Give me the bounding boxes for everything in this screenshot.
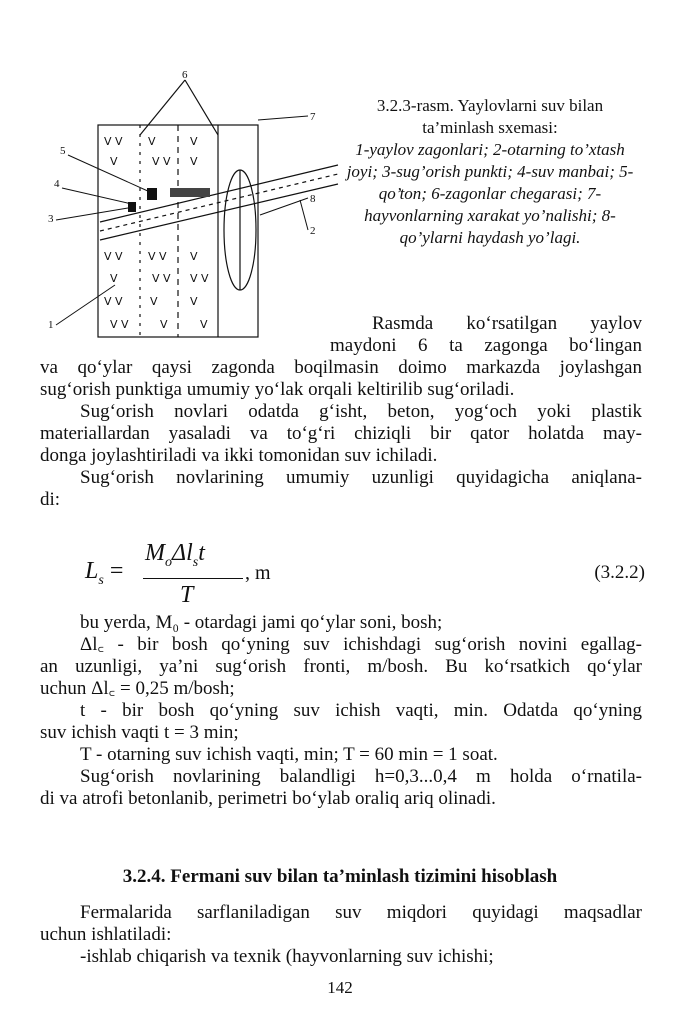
def-T: T - otarning suv ichish vaqti, min; T = 60 min = 1 soat. [80, 744, 498, 765]
caption-body: 1-yaylov zagonlari; 2-otarning to’xtash joyi; 3-sug’orish punkti; 4-suv manbai; 5-qo’ton; 6-zagonlar chegarasi; 7-hayvonlarning xarakat yo’nalishi; 8-qo’ylarni haydash yo’lagi. [346, 140, 634, 247]
svg-text:V: V [190, 135, 198, 148]
label-2: 2 [310, 225, 316, 237]
para2-line2: materiallardan yasaladi va to‘g‘ri chiziqli bir qator holatda may- [40, 423, 642, 444]
height-line2: di va atrofi betonlanib, perimetri bo‘ylab oraliq ariq olinadi. [40, 788, 496, 809]
svg-text:V V: V V [104, 250, 123, 263]
page-number: 142 [327, 978, 353, 997]
formula-numerator: $M_o\Delta l_st$ [145, 540, 205, 570]
label-3: 3 [48, 213, 54, 225]
para3-line2: di: [40, 489, 61, 510]
def-t-line1: t - bir bosh qo‘yning suv ichish vaqti, min. Odatda qo‘yning [80, 700, 642, 721]
height-line1: Sug‘orish novlarining balandligi h=0,3...0,4 m holda o‘rnatila- [80, 766, 642, 787]
svg-text:V V: V V [152, 155, 171, 168]
label-7: 7 [310, 111, 316, 123]
section-line2: uchun ishlatiladi: [40, 924, 172, 945]
label-1: 1 [48, 319, 54, 331]
para1-line3: va qo‘ylar qaysi zagonda boqilmasin doimo markazda joylashgan [40, 357, 642, 378]
figure-labels [48, 70, 316, 331]
formula-lhs: $L_s$ = [85, 558, 124, 588]
svg-text:V: V [160, 318, 168, 331]
def-dl-line2: an uzunligi, ya’ni sug‘orish fronti, m/bosh. Bu ko‘rsatkich qo‘ylar [40, 656, 642, 677]
label-4: 4 [54, 178, 60, 190]
formula-unit: , m [245, 562, 271, 584]
para2-line1: Sug‘orish novlari odatda g‘isht, beton, yog‘och yoki plastik [80, 401, 642, 422]
svg-text:V: V [200, 318, 208, 331]
section-line3: -ishlab chiqarish va texnik (hayvonlarning suv ichishi; [80, 946, 494, 967]
svg-text:V: V [190, 155, 198, 168]
formula-number: (3.2.2) [594, 562, 645, 583]
svg-text:V: V [190, 295, 198, 308]
svg-text:V: V [190, 250, 198, 263]
para1-line4: sug‘orish punktiga umumiy yo‘lak orqali keltirilib sug‘oriladi. [40, 379, 515, 400]
svg-text:V: V [110, 272, 118, 285]
label-5: 5 [60, 145, 66, 157]
svg-text:V V: V V [148, 250, 167, 263]
para1-line2: maydoni 6 ta zagonga bo‘lingan [330, 335, 642, 356]
svg-text:V: V [150, 295, 158, 308]
label-8: 8 [310, 193, 316, 205]
svg-text:V V: V V [110, 318, 129, 331]
section-heading: 3.2.4. Fermani suv bilan ta’minlash tizimini hisoblash [122, 866, 558, 887]
pasture-scheme-figure [40, 70, 340, 355]
zone-hatching [104, 135, 209, 331]
formula-denominator: T [180, 582, 194, 608]
svg-text:V: V [148, 135, 156, 148]
figure-caption [340, 95, 640, 249]
svg-text:V V: V V [190, 272, 209, 285]
svg-text:V V: V V [104, 295, 123, 308]
svg-text:V V: V V [152, 272, 171, 285]
def-m0: bu yerda, M₀ - otardagi jami qo‘ylar soni, bosh; [80, 612, 443, 633]
def-dl-line1: Δl꜀ - bir bosh qo‘yning suv ichishdagi sug‘orish novini egallag- [80, 634, 642, 655]
para1-line1: Rasmda ko‘rsatilgan yaylov [372, 313, 642, 334]
formula-3-2-2 [85, 540, 645, 620]
def-t-line2: suv ichish vaqti t = 3 min; [40, 722, 239, 743]
label-6: 6 [182, 70, 188, 81]
svg-text:V V: V V [104, 135, 123, 148]
fraction-bar [143, 578, 243, 579]
svg-text:V: V [110, 155, 118, 168]
para2-line3: donga joylashtiriladi va ikki tomonidan suv ichiladi. [40, 445, 438, 466]
def-dl-line3: uchun Δl꜀ = 0,25 m/bosh; [40, 678, 235, 699]
para3-line1: Sug‘orish novlarining umumiy uzunligi quyidagicha aniqlana- [80, 467, 642, 488]
caption-title: 3.2.3-rasm. Yaylovlarni suv bilan ta’minlash sxemasi: [376, 96, 604, 137]
section-line1: Fermalarida sarflaniladigan suv miqdori quyidagi maqsadlar [80, 902, 642, 923]
